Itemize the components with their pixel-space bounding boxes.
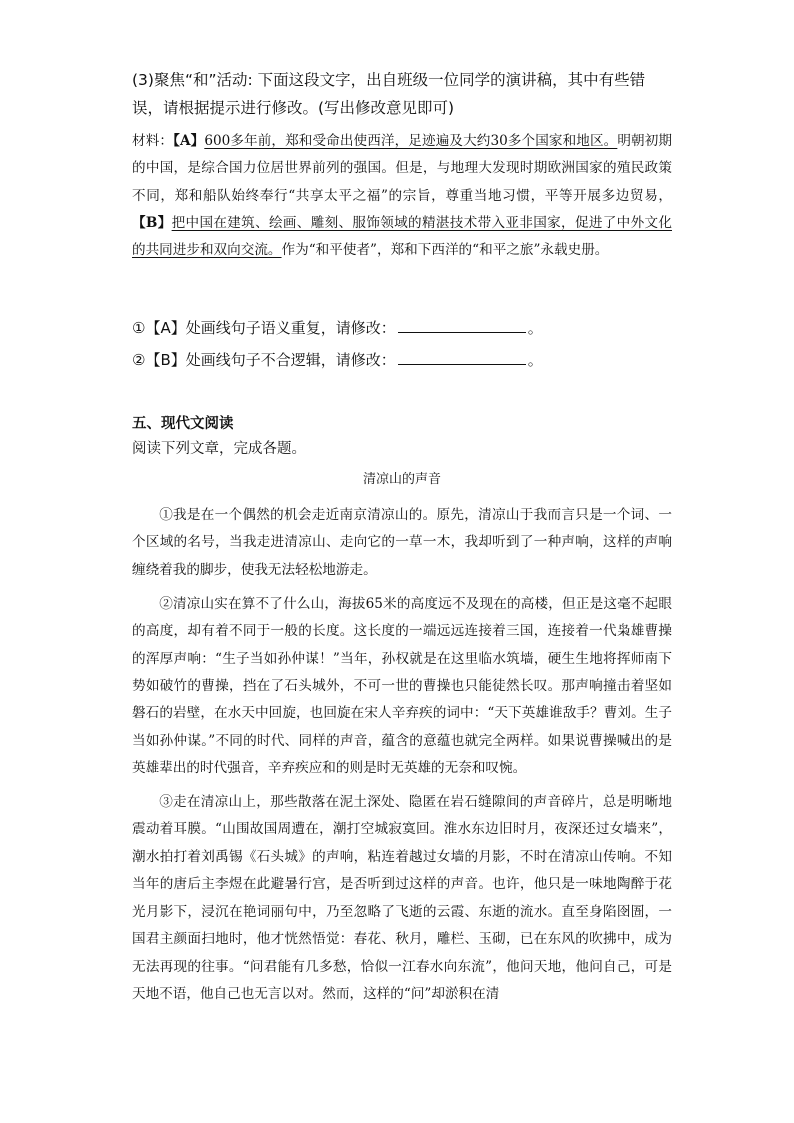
- answer-blank-1[interactable]: [398, 318, 526, 333]
- sub-question-1-text: ①【A】处画线句子语义重复，请修改：: [132, 319, 396, 337]
- article-body: [132, 502, 672, 1015]
- underlined-sentence-a: 600多年前，郑和受命出使西洋，足迹遍及大约30多个国家和地区。: [204, 133, 618, 149]
- section-heading: 五、现代文阅读: [132, 416, 234, 432]
- article-paragraph-1: ①我是在一个偶然的机会走近南京清凉山的。原先，清凉山于我而言只是一个词、一个区域的名号，当我走进清凉山、走向它的一草一木，我却听到了一种声响，这样的声响缠绕着我的脚步，使我无法轻松地游走。: [132, 507, 672, 578]
- tag-a: 【A】: [173, 133, 205, 149]
- sub-question-2: [132, 346, 672, 374]
- material-label: 材料：: [132, 133, 174, 149]
- underlined-sentence-b: 把中国在建筑、绘画、雕刻、服饰领域的精湛技术带入亚非国家，促进了中外文化的共同进步和双向交流。: [132, 214, 672, 259]
- sub-question-1-end: 。: [527, 319, 543, 337]
- material-end-text: 作为“和平使者”，郑和下西洋的“和平之旅”永载史册。: [281, 242, 609, 259]
- answer-blank-2[interactable]: [398, 350, 526, 365]
- article-paragraph-3: ③走在清凉山上，那些散落在泥土深处、隐匿在岩石缝隙间的声音碎片，总是明晰地震动着耳膜。“山围故国周遭在，潮打空城寂寞回。淮水东边旧时月，夜深还过女墙来”，潮水拍打着刘禹锡《石头城》的声响，粘连着越过女墙的月影，不时在清凉山传响。不知当年的唐后主李煜在此避暑行宫，是否听到过这样的声音。也许，他只是一味地陶醉于花光月影下，浸沉在艳词丽句中，乃至忽略了飞逝的云霞、东逝的流水。直至身陷囹圄，一国君主颜面扫地时，他才恍然悟觉：春花、秋月，雕栏、玉砌，已在东风的吹拂中，成为无法再现的往事。“问君能有几多愁，恰似一江春水向东流”，他问天地，他问自己，可是天地不语，他自己也无言以对。然而，这样的“问”却淤积在清: [132, 794, 672, 1002]
- sub-question-2-text: ②【B】处画线句子不合逻辑，请修改：: [132, 351, 396, 369]
- material-middle-text: 明朝初期的中国，是综合国力位居世界前列的强国。但是，与地理大发现时期欧洲国家的殖民政策不同，郑和船队始终奉行“共享太平之福”的宗旨，尊重当地习惯，平等开展多边贸易，: [132, 133, 673, 204]
- question-3-prompt: (3)聚焦“和”活动: 下面这段文字，出自班级一位同学的演讲稿，其中有些错误，请根据提示进行修改。(写出修改意见即可): [132, 71, 646, 117]
- sub-question-1: [132, 314, 672, 342]
- sub-question-2-end: 。: [527, 351, 543, 369]
- article-title: 清凉山的声音: [362, 472, 441, 487]
- article-paragraph-2: ②清凉山实在算不了什么山，海拔65米的高度远不及现在的高楼，但正是这毫不起眼的高度，却有着不同于一般的长度。这长度的一端远远连接着三国，连接着一代枭雄曹操的浑厚声响：“生子当如孙仲谋！”当年，孙权就是在这里临水筑墙，硬生生地将挥师南下势如破竹的曹操，挡在了石头城外，不可一世的曹操也只能徒然长叹。那声响撞击着坚如磐石的岩壁，在水天中回旋，也回旋在宋人辛弃疾的词中：“天下英雄谁敌手？曹刘。生子当如孙仲谋。”不同的时代、同样的声音，蕴含的意蕴也就完全两样。如果说曹操喊出的是英雄辈出的时代强音，辛弃疾应和的则是时无英雄的无奈和叹惋。: [132, 595, 672, 777]
- section-instruction: 阅读下列文章，完成各题。: [132, 441, 306, 457]
- tag-b: 【B】: [132, 214, 172, 231]
- material-passage: [132, 128, 672, 264]
